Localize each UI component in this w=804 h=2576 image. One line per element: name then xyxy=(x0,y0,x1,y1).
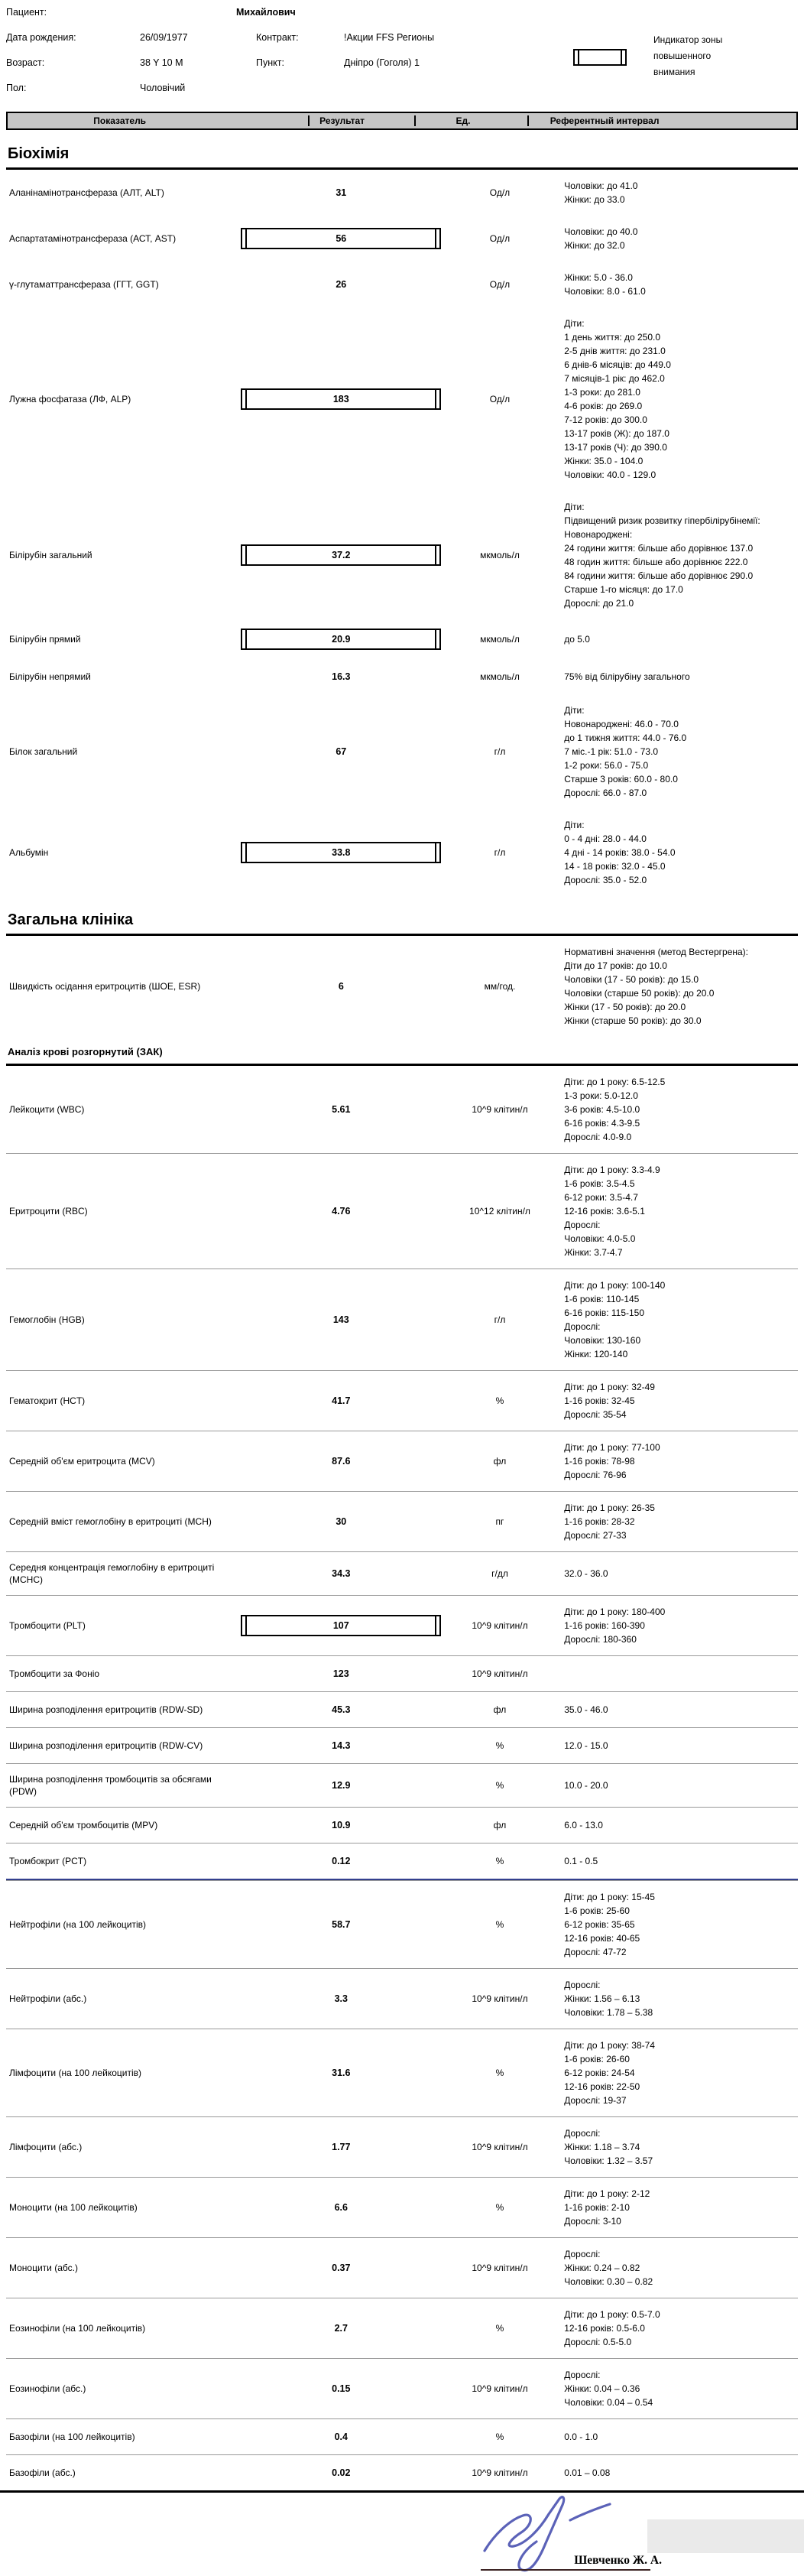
result-value: 0.37 xyxy=(332,2263,351,2273)
table-column-header xyxy=(6,112,798,130)
indicator-name: γ-глутаматтрансфераза (ГГТ, GGT) xyxy=(9,279,159,290)
result-box xyxy=(332,2383,350,2394)
result-cell xyxy=(238,2431,445,2442)
table-row xyxy=(6,1843,798,1880)
column-result: Результат xyxy=(308,115,414,126)
unit: мм/год. xyxy=(484,981,516,992)
indicator-name: Білірубін загальний xyxy=(9,550,92,560)
patient-row xyxy=(6,5,798,30)
result-box xyxy=(332,1104,350,1115)
indicator-name: Альбумін xyxy=(9,847,49,858)
result-cell xyxy=(238,1993,445,2004)
indicator-name: Нейтрофіли (на 100 лейкоцитів) xyxy=(9,1919,146,1930)
result-value: 20.9 xyxy=(332,634,351,645)
table-row xyxy=(6,2237,798,2298)
table-row xyxy=(6,1763,798,1807)
result-value: 107 xyxy=(332,1620,349,1631)
result-value: 37.2 xyxy=(332,550,351,560)
result-value: 5.61 xyxy=(332,1104,351,1115)
result-value: 31.6 xyxy=(332,2068,351,2078)
result-cell xyxy=(238,1568,445,1579)
indicator-name: Лужна фосфатаза (ЛФ, ALP) xyxy=(9,394,131,404)
patient-name: Михайлович xyxy=(236,7,296,18)
contract-value: !Акции FFS Регионы xyxy=(344,32,435,43)
unit: % xyxy=(495,2323,504,2334)
unit: 10^9 клітин/л xyxy=(472,2383,528,2394)
result-value: 31 xyxy=(336,187,347,198)
attention-zone-indicator-box xyxy=(573,49,627,66)
unit: пг xyxy=(495,1516,504,1527)
legend-line: внимания xyxy=(653,67,695,77)
table-row xyxy=(6,1727,798,1763)
result-box xyxy=(241,1615,441,1636)
result-box xyxy=(335,1993,348,2004)
result-cell xyxy=(238,2263,445,2273)
unit: мкмоль/л xyxy=(480,550,520,560)
unit: % xyxy=(495,2431,504,2442)
result-value: 0.12 xyxy=(332,1856,351,1866)
result-value: 143 xyxy=(332,1314,349,1325)
indicator-name: Ширина розподілення тромбоцитів за обсягами (PDW) xyxy=(9,1774,212,1797)
indicator-name: Швидкість осідання еритроцитів (ШОЕ, ESR) xyxy=(9,981,201,992)
legend-line: повышенного xyxy=(653,50,712,61)
result-cell xyxy=(238,1206,445,1217)
table-row xyxy=(6,2298,798,2358)
reference-interval: 32.0 - 36.0 xyxy=(564,1568,608,1579)
sex-value: Чоловічий xyxy=(140,83,186,93)
result-box xyxy=(241,842,441,863)
indicator-name: Еозинофіли (на 100 лейкоцитів) xyxy=(9,2323,146,2334)
result-box xyxy=(241,228,441,249)
result-box xyxy=(241,629,441,650)
result-cell xyxy=(238,1820,445,1830)
result-box xyxy=(336,1516,346,1527)
reference-interval: Діти: до 1 року: 100-140 1-6 років: 110-145 6-16 років: 115-150 Дорослі: Чоловіки: 130-160 Жінки: 120-140 xyxy=(564,1280,666,1359)
result-cell xyxy=(238,1314,445,1325)
result-box xyxy=(333,1668,349,1679)
unit: мкмоль/л xyxy=(480,634,520,645)
result-box xyxy=(332,1820,350,1830)
table-row xyxy=(6,2116,798,2177)
reference-interval: 0.1 - 0.5 xyxy=(564,1856,598,1866)
unit: мкмоль/л xyxy=(480,671,520,682)
sex-label: Пол: xyxy=(6,83,27,93)
indicator-name: Середній вміст гемоглобіну в еритроциті (MCH) xyxy=(9,1516,212,1527)
indicator-name: Лейкоцити (WBC) xyxy=(9,1104,85,1115)
unit: г/л xyxy=(494,847,506,858)
result-cell xyxy=(238,746,445,757)
result-cell xyxy=(238,228,445,249)
result-cell xyxy=(238,842,445,863)
table-row xyxy=(6,1153,798,1269)
reference-interval: Діти: до 1 року: 26-35 1-16 років: 28-32 Дорослі: 27-33 xyxy=(564,1502,655,1541)
result-box xyxy=(332,671,350,682)
indicator-name: Білірубін непрямий xyxy=(9,671,91,682)
birthdate-value: 26/09/1977 xyxy=(140,32,188,43)
age-value: 38 Y 10 M xyxy=(140,57,183,68)
table-row xyxy=(6,170,798,216)
table-row xyxy=(6,1370,798,1431)
unit: фл xyxy=(493,1820,507,1830)
column-unit: Ед. xyxy=(414,115,527,126)
table-row xyxy=(6,1491,798,1551)
reference-interval: Нормативні значення (метод Вестергрена): Діти до 17 років: до 10.0 Чоловіки (17 - 50 років): до 15.0 Чоловіки (старше 50 років): до 20.0 Жінки (17 - 50 років): до 20.0 Жінки (старше 50 років): до 30.0 xyxy=(564,947,748,1026)
reference-interval: Жінки: 5.0 - 36.0 Чоловіки: 8.0 - 61.0 xyxy=(564,272,646,297)
result-value: 26 xyxy=(336,279,347,290)
reference-interval: Дорослі: Жінки: 0.04 – 0.36 Чоловіки: 0.04 – 0.54 xyxy=(564,2370,653,2408)
indicator-name: Середня концентрація гемоглобіну в еритроциті (MCHC) xyxy=(9,1562,215,1585)
result-cell xyxy=(238,1856,445,1866)
result-box xyxy=(332,1568,350,1579)
reference-interval: 35.0 - 46.0 xyxy=(564,1704,608,1715)
point-value: Дніпро (Гоголя) 1 xyxy=(344,57,420,68)
reference-interval: Дорослі: Жінки: 1.56 – 6.13 Чоловіки: 1.78 – 5.38 xyxy=(564,1980,653,2018)
result-cell xyxy=(238,187,445,198)
result-value: 0.02 xyxy=(332,2467,351,2478)
result-box xyxy=(336,187,346,198)
column-indicator: Показатель xyxy=(93,115,147,126)
unit: 10^9 клітин/л xyxy=(472,1620,528,1631)
result-value: 34.3 xyxy=(332,1568,351,1579)
result-value: 87.6 xyxy=(332,1456,351,1467)
table-row xyxy=(6,2418,798,2454)
indicator-name: Моноцити (абс.) xyxy=(9,2263,78,2273)
reference-interval: 0.01 – 0.08 xyxy=(564,2467,611,2478)
table-row xyxy=(6,1691,798,1727)
result-cell xyxy=(238,1668,445,1679)
unit: 10^12 клітин/л xyxy=(469,1206,530,1217)
indicator-name: Гемоглобін (HGB) xyxy=(9,1314,85,1325)
indicator-name: Тромбоцити за Фоніо xyxy=(9,1668,100,1679)
reference-interval: Діти: до 1 року: 77-100 1-16 років: 78-98 Дорослі: 76-96 xyxy=(564,1442,660,1480)
result-value: 3.3 xyxy=(334,1993,348,2004)
result-box xyxy=(332,1395,350,1406)
result-box xyxy=(241,544,441,566)
reference-interval: Чоловіки: до 40.0 Жінки: до 32.0 xyxy=(564,226,638,251)
unit: фл xyxy=(493,1704,507,1715)
reference-interval: Діти: до 1 року: 0.5-7.0 12-16 років: 0.5-6.0 Дорослі: 0.5-5.0 xyxy=(564,2309,660,2347)
unit: г/дл xyxy=(491,1568,508,1579)
result-box xyxy=(336,279,346,290)
result-value: 10.9 xyxy=(332,1820,351,1830)
result-value: 33.8 xyxy=(332,847,351,858)
reference-interval: Діти: до 1 року: 180-400 1-16 років: 160-390 Дорослі: 180-360 xyxy=(564,1606,666,1645)
unit: 10^9 клітин/л xyxy=(472,1104,528,1115)
reference-interval: Діти: до 1 року: 32-49 1-16 років: 32-45 Дорослі: 35-54 xyxy=(564,1382,655,1420)
table-row xyxy=(6,2177,798,2237)
table-row xyxy=(6,1269,798,1370)
indicator-name: Базофіли (абс.) xyxy=(9,2467,76,2478)
indicator-name: Ширина розподілення еритроцитів (RDW-SD) xyxy=(9,1704,203,1715)
unit: 10^9 клітин/л xyxy=(472,1668,528,1679)
result-cell xyxy=(238,2068,445,2078)
result-cell xyxy=(238,279,445,290)
reference-interval: до 5.0 xyxy=(564,634,590,645)
attention-zone-legend xyxy=(653,32,783,80)
result-cell xyxy=(238,1740,445,1751)
unit: 10^9 клітин/л xyxy=(472,2467,528,2478)
unit: % xyxy=(495,1740,504,1751)
reference-interval: Діти: 0 - 4 дні: 28.0 - 44.0 4 дні - 14 років: 38.0 - 54.0 14 - 18 років: 32.0 - 45.0 Дорослі: 35.0 - 52.0 xyxy=(564,820,676,885)
unit: % xyxy=(495,1780,504,1791)
result-box xyxy=(332,1856,350,1866)
unit: Од/л xyxy=(489,187,511,198)
result-cell xyxy=(238,671,445,682)
table-row xyxy=(6,659,798,694)
reference-interval: Діти: до 1 року: 2-12 1-16 років: 2-10 Дорослі: 3-10 xyxy=(564,2188,650,2227)
indicator-name: Лімфоцити (на 100 лейкоцитів) xyxy=(9,2068,141,2078)
reference-interval: Діти: до 1 року: 38-74 1-6 років: 26-60 6-12 років: 24-54 12-16 років: 22-50 Дорослі: 19-37 xyxy=(564,2040,655,2106)
table-row xyxy=(6,2454,798,2490)
result-cell xyxy=(238,629,445,650)
result-value: 41.7 xyxy=(332,1395,351,1406)
result-box xyxy=(332,2263,350,2273)
result-value: 1.77 xyxy=(332,2142,351,2152)
reference-interval: Діти: 1 день життя: до 250.0 2-5 днів життя: до 231.0 6 днів-6 місяців: до 449.0 7 місяців-1 рік: до 462.0 1-3 роки: до 281.0 4-6 років: до 269.0 7-12 років: до 300.0 13-17 років (Ж): до 187.0 13-17 років (Ч): до 390.0 Жінки: 35.0 - 104.0 Чоловіки: 40.0 - 129.0 xyxy=(564,318,671,480)
result-value: 6.6 xyxy=(334,2202,348,2213)
unit: % xyxy=(495,1919,504,1930)
indicator-name: Тромбоцити (PLT) xyxy=(9,1620,86,1631)
indicator-name: Білок загальний xyxy=(9,746,78,757)
result-box xyxy=(336,746,346,757)
result-value: 123 xyxy=(332,1668,349,1679)
table-row xyxy=(6,1807,798,1843)
unit: % xyxy=(495,2202,504,2213)
indicator-name: Аланінамінотрансфераза (АЛТ, ALT) xyxy=(9,187,164,198)
table-row xyxy=(6,1968,798,2029)
result-value: 58.7 xyxy=(332,1919,351,1930)
result-box xyxy=(332,1704,350,1715)
column-reference: Референтный интервал xyxy=(527,115,796,126)
table-row xyxy=(6,809,798,896)
result-value: 2.7 xyxy=(334,2323,348,2334)
table-row xyxy=(6,307,798,491)
reference-interval: 12.0 - 15.0 xyxy=(564,1740,608,1751)
signature-line xyxy=(481,2569,650,2571)
reference-interval: Дорослі: Жінки: 1.18 – 3.74 Чоловіки: 1.32 – 3.57 xyxy=(564,2128,653,2166)
result-value: 14.3 xyxy=(332,1740,351,1751)
unit: Од/л xyxy=(489,279,511,290)
reference-interval: Чоловіки: до 41.0 Жінки: до 33.0 xyxy=(564,180,638,205)
result-cell xyxy=(238,981,445,992)
result-box xyxy=(335,2431,348,2442)
result-box xyxy=(333,1314,349,1325)
birthdate-label: Дата рождения: xyxy=(6,32,76,43)
reference-interval: Діти: до 1 року: 6.5-12.5 1-3 роки: 5.0-12.0 3-6 років: 4.5-10.0 6-16 років: 4.3-9.5 Дорослі: 4.0-9.0 xyxy=(564,1077,666,1142)
reference-interval: Дорослі: Жінки: 0.24 – 0.82 Чоловіки: 0.30 – 0.82 xyxy=(564,2249,653,2287)
indicator-name: Еозинофіли (абс.) xyxy=(9,2383,86,2394)
unit: г/л xyxy=(494,1314,506,1325)
indicator-name: Середній об'єм еритроцита (MCV) xyxy=(9,1456,155,1467)
indicator-name: Нейтрофіли (абс.) xyxy=(9,1993,87,2004)
result-value: 30 xyxy=(336,1516,347,1527)
table-row xyxy=(6,1595,798,1655)
point-label: Пункт: xyxy=(256,57,284,68)
result-cell xyxy=(238,544,445,566)
result-box xyxy=(332,1919,350,1930)
table-row xyxy=(6,1551,798,1595)
unit: г/л xyxy=(494,746,506,757)
result-cell xyxy=(238,1516,445,1527)
reference-interval: 10.0 - 20.0 xyxy=(564,1780,608,1791)
indicator-name: Білірубін прямий xyxy=(9,634,81,645)
result-cell xyxy=(238,1919,445,1930)
result-box xyxy=(241,388,441,410)
section-title: Біохімія xyxy=(6,133,798,170)
unit: Од/л xyxy=(489,233,511,244)
result-box xyxy=(332,2467,350,2478)
result-value: 6 xyxy=(338,981,344,992)
table-row xyxy=(6,216,798,261)
result-box xyxy=(332,1206,350,1217)
unit: 10^9 клітин/л xyxy=(472,2142,528,2152)
unit: фл xyxy=(493,1456,507,1467)
indicator-name: Базофіли (на 100 лейкоцитів) xyxy=(9,2431,135,2442)
result-cell xyxy=(238,1780,445,1791)
result-value: 183 xyxy=(332,394,349,404)
signer-name: Шевченко Ж. А. xyxy=(574,2554,662,2567)
indicator-name: Лімфоцити (абс.) xyxy=(9,2142,83,2152)
result-box xyxy=(335,2202,348,2213)
reference-interval: 75% від білірубіну загального xyxy=(564,671,690,682)
result-value: 12.9 xyxy=(332,1780,351,1791)
table-row xyxy=(6,1880,798,1968)
contract-label: Контракт: xyxy=(256,32,299,43)
report-table xyxy=(6,130,798,2490)
result-value: 0.4 xyxy=(334,2431,348,2442)
indicator-name: Еритроцити (RBC) xyxy=(9,1206,88,1217)
result-box xyxy=(339,981,344,992)
result-box xyxy=(332,1456,350,1467)
indicator-name: Гематокрит (HCT) xyxy=(9,1395,86,1406)
indicator-name: Тромбокрит (PCT) xyxy=(9,1856,87,1866)
result-value: 45.3 xyxy=(332,1704,351,1715)
table-row xyxy=(6,261,798,307)
result-cell xyxy=(238,1704,445,1715)
indicator-name: Середній об'єм тромбоцитів (MPV) xyxy=(9,1820,158,1830)
table-row xyxy=(6,2358,798,2418)
table-row xyxy=(6,694,798,809)
reference-interval: 0.0 - 1.0 xyxy=(564,2431,598,2442)
result-value: 16.3 xyxy=(332,671,351,682)
result-cell xyxy=(238,1395,445,1406)
unit: 10^9 клітин/л xyxy=(472,1993,528,2004)
result-value: 4.76 xyxy=(332,1206,351,1217)
result-cell xyxy=(238,388,445,410)
reference-interval: Діти: Новонароджені: 46.0 - 70.0 до 1 тижня життя: 44.0 - 76.0 7 міс.-1 рік: 51.0 - 73.0 1-2 роки: 56.0 - 75.0 Старше 3 років: 60.0 - 80.0 Дорослі: 66.0 - 87.0 xyxy=(564,705,687,798)
indicator-name: Ширина розподілення еритроцитів (RDW-CV) xyxy=(9,1740,203,1751)
result-cell xyxy=(238,1615,445,1636)
result-cell xyxy=(238,2142,445,2152)
reference-interval: Діти: Підвищений ризик розвитку гіпербілірубінемії: Новонароджені: 24 години життя: більше або дорівнює 137.0 48 годин життя: більше або дорівнює 222.0 84 години життя: більше або дорівнює 290.0 Старше 1-го місяця: до 17.0 Дорослі: до 21.0 xyxy=(564,502,760,609)
table-row xyxy=(6,936,798,1037)
result-box xyxy=(332,2068,350,2078)
reference-interval: 6.0 - 13.0 xyxy=(564,1820,603,1830)
result-cell xyxy=(238,1456,445,1467)
result-box xyxy=(332,2142,350,2152)
table-row xyxy=(6,491,798,619)
indicator-name: Аспартатамінотрансфераза (АСТ, AST) xyxy=(9,233,177,244)
result-cell xyxy=(238,2383,445,2394)
table-row xyxy=(6,1066,798,1153)
unit: % xyxy=(495,1395,504,1406)
result-box xyxy=(332,1740,350,1751)
reference-interval: Діти: до 1 року: 3.3-4.9 1-6 років: 3.5-4.5 6-12 роки: 3.5-4.7 12-16 років: 3.6-5.1 Дорослі: Чоловіки: 4.0-5.0 Жінки: 3.7-4.7 xyxy=(564,1165,660,1258)
result-box xyxy=(335,2323,348,2334)
section-title: Загальна клініка xyxy=(6,899,798,936)
result-box xyxy=(332,1780,350,1791)
result-cell xyxy=(238,2323,445,2334)
table-row xyxy=(6,1431,798,1491)
result-value: 0.15 xyxy=(332,2383,351,2394)
subsection-title: Аналіз крові розгорнутий (ЗАК) xyxy=(6,1037,798,1066)
unit: % xyxy=(495,1856,504,1866)
unit: Од/л xyxy=(489,394,511,404)
report-footer xyxy=(0,2490,804,2576)
result-cell xyxy=(238,1104,445,1115)
table-row xyxy=(6,619,798,659)
unit: % xyxy=(495,2068,504,2078)
sex-row xyxy=(6,80,798,106)
indicator-name: Моноцити (на 100 лейкоцитів) xyxy=(9,2202,138,2213)
reference-interval: Діти: до 1 року: 15-45 1-6 років: 25-60 6-12 років: 35-65 12-16 років: 40-65 Дорослі: 47-72 xyxy=(564,1892,655,1957)
table-row xyxy=(6,1655,798,1691)
unit: 10^9 клітин/л xyxy=(472,2263,528,2273)
result-cell xyxy=(238,2467,445,2478)
age-label: Возраст: xyxy=(6,57,45,68)
patient-label: Пациент: xyxy=(6,7,47,18)
result-cell xyxy=(238,2202,445,2213)
legend-line: Индикатор зоны xyxy=(653,34,723,45)
result-value: 67 xyxy=(336,746,347,757)
result-value: 56 xyxy=(336,233,347,244)
table-row xyxy=(6,2029,798,2116)
